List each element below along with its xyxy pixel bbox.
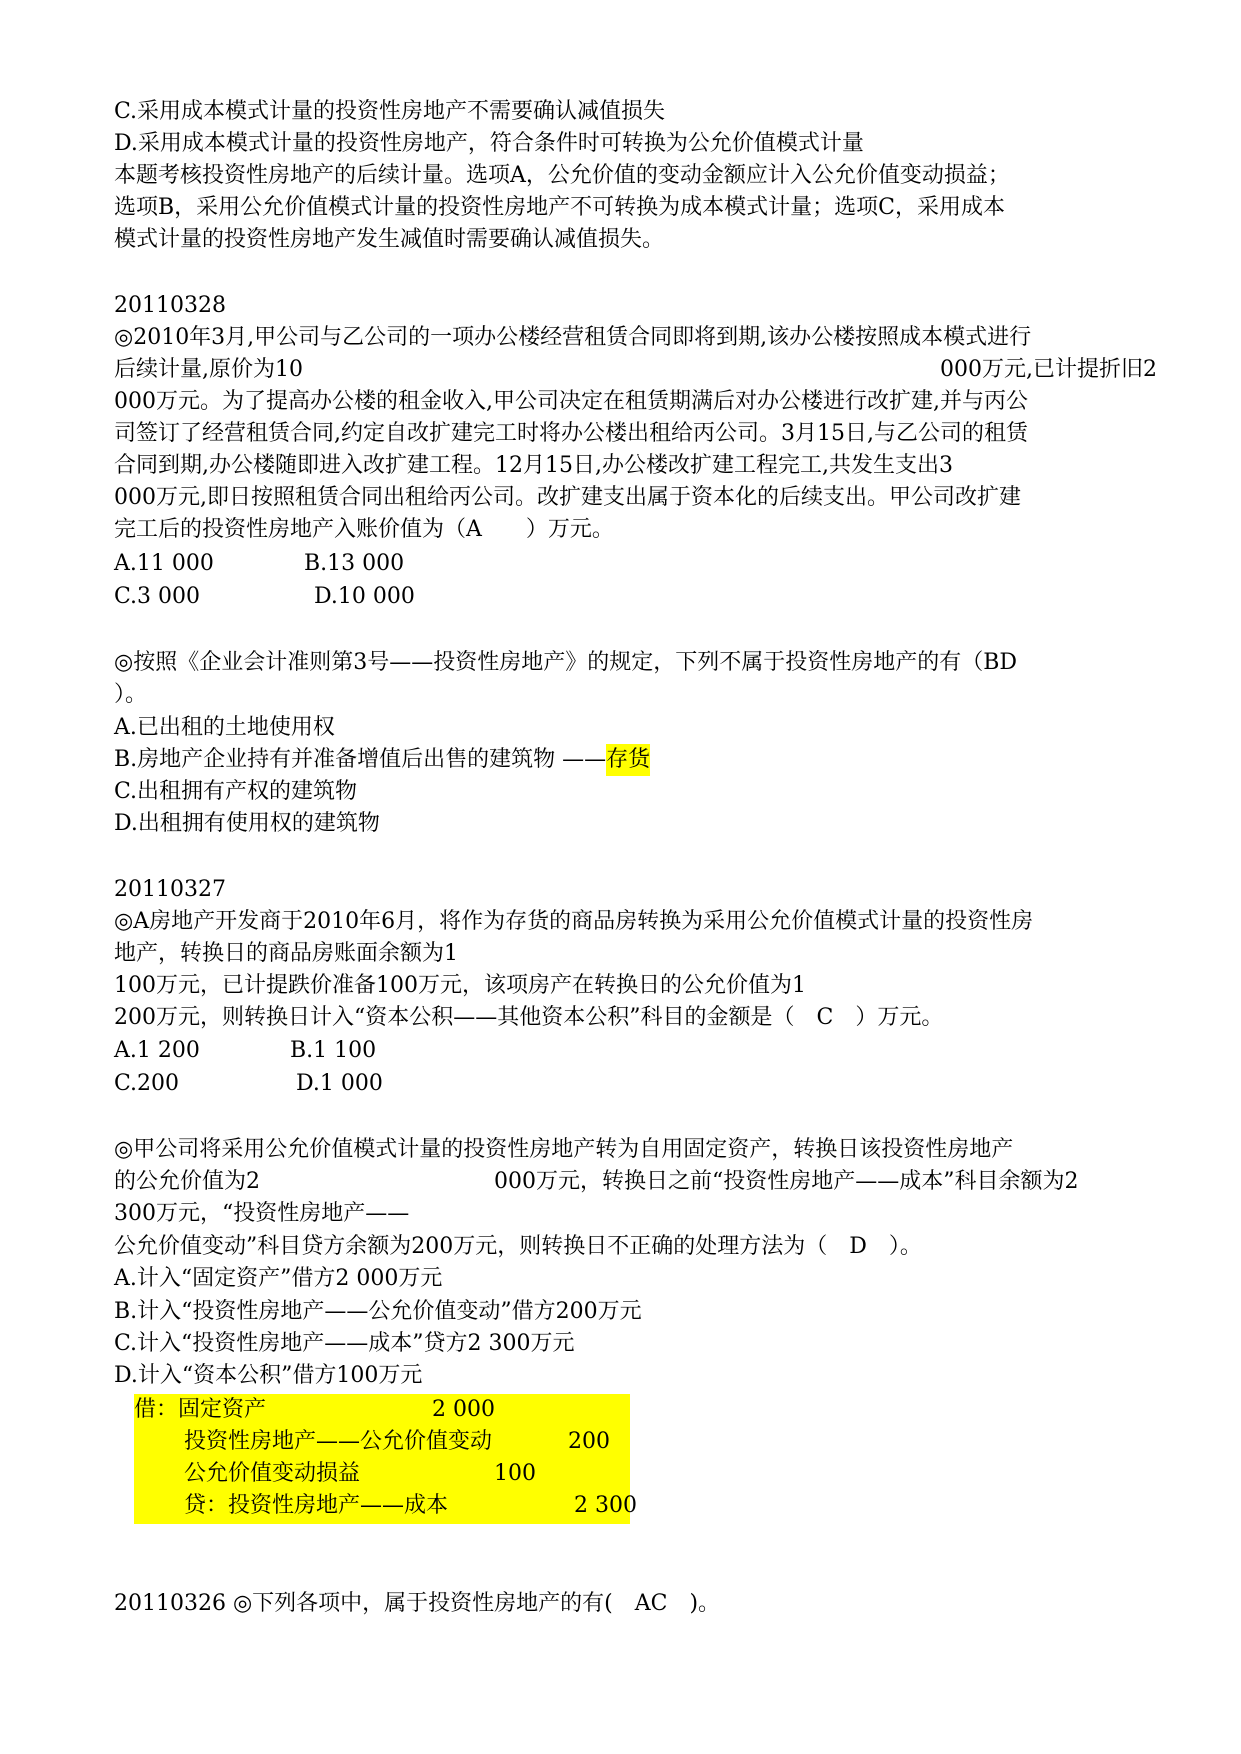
question-line-right: 000万元,已计提折旧2 (940, 357, 1157, 382)
question-line: 000万元。为了提高办公楼的租金收入,甲公司决定在租赁期满后对办公楼进行改扩建,并与丙公 (114, 389, 1028, 414)
journal-entry-label: 投资性房地产——公允价值变动 (184, 1429, 493, 1454)
question-line: 公允价值变动”科目贷方余额为200万元，则转换日不正确的处理方法为（ D ）。 (114, 1234, 922, 1259)
question-line: ◎2010年3月,甲公司与乙公司的一项办公楼经营租赁合同即将到期,该办公楼按照成本模式进行 (114, 325, 1032, 350)
question-line-right: 000万元，转换日之前“投资性房地产——成本”科目余额为2 (494, 1169, 1079, 1194)
answer-option-a: A.11 000 (114, 551, 214, 576)
answer-option-d: D.1 000 (296, 1071, 383, 1096)
question-line: 的公允价值为2 (114, 1169, 260, 1194)
question-line: 完工后的投资性房地产入账价值为（A ）万元。 (114, 517, 614, 542)
answer-option-c: C.3 000 (114, 584, 201, 609)
option-c-line: C.采用成本模式计量的投资性房地产不需要确认减值损失 (114, 99, 666, 124)
journal-entry-label: 贷：投资性房地产——成本 (184, 1493, 449, 1518)
question-line: 地产，转换日的商品房账面余额为1 (114, 941, 458, 966)
journal-entry-amount: 2 000 (432, 1397, 495, 1422)
answer-option-d: D.出租拥有使用权的建筑物 (114, 811, 380, 836)
journal-entry-label: 公允价值变动损益 (184, 1461, 361, 1486)
answer-option-b: B.13 000 (304, 551, 405, 576)
answer-option-c: C.200 (114, 1071, 180, 1096)
explanation-line: 模式计量的投资性房地产发生减值时需要确认减值损失。 (114, 227, 665, 252)
question-line: 000万元,即日按照租赁合同出租给丙公司。改扩建支出属于资本化的后续支出。甲公司改扩建 (114, 485, 1021, 510)
journal-entry-label: 借：固定资产 (134, 1397, 267, 1422)
question-line: 200万元，则转换日计入“资本公积——其他资本公积”科目的金额是（ C ）万元。 (114, 1005, 944, 1030)
option-d-line: D.采用成本模式计量的投资性房地产，符合条件时可转换为公允价值模式计量 (114, 131, 864, 156)
question-line: 20110326 ◎下列各项中，属于投资性房地产的有( AC )。 (114, 1591, 721, 1616)
journal-entry-amount: 200 (568, 1429, 610, 1454)
question-line: 合同到期,办公楼随即进入改扩建工程。12月15日,办公楼改扩建工程完工,共发生支出3 (114, 453, 953, 478)
journal-entry-amount: 2 300 (574, 1493, 637, 1518)
answer-option-a: A.计入“固定资产”借方2 000万元 (114, 1266, 443, 1291)
explanation-line: 选项B，采用公允价值模式计量的投资性房地产不可转换为成本模式计量；选项C，采用成本 (114, 195, 1006, 220)
date-heading: 20110327 (114, 877, 226, 902)
answer-option-c: C.计入“投资性房地产——成本”贷方2 300万元 (114, 1331, 575, 1356)
explanation-line: 本题考核投资性房地产的后续计量。选项A，公允价值的变动金额应计入公允价值变动损益； (114, 163, 1010, 188)
answer-option-b: B.1 100 (290, 1038, 377, 1063)
question-line: ◎A房地产开发商于2010年6月，将作为存货的商品房转换为采用公允价值模式计量的投资性房 (114, 909, 1034, 934)
question-line: 后续计量,原价为10 (114, 357, 303, 382)
date-heading: 20110328 (114, 293, 226, 318)
answer-option-a: A.已出租的土地使用权 (114, 715, 335, 740)
answer-option-c: C.出租拥有产权的建筑物 (114, 779, 358, 804)
question-line: ◎按照《企业会计准则第3号——投资性房地产》的规定，下列不属于投资性房地产的有（BD (114, 650, 1018, 675)
answer-option-d: D.计入“资本公积”借方100万元 (114, 1363, 423, 1388)
question-line: 100万元，已计提跌价准备100万元，该项房产在转换日的公允价值为1 (114, 973, 806, 998)
answer-option-b: B.房地产企业持有并准备增值后出售的建筑物 —— 存货 (114, 744, 650, 776)
highlighted-note: 存货 (606, 744, 650, 776)
question-line: 300万元，“投资性房地产—— (114, 1201, 410, 1226)
answer-option-d: D.10 000 (314, 584, 415, 609)
question-line: ）。 (114, 682, 148, 707)
journal-entry-amount: 100 (494, 1461, 536, 1486)
question-line: 司签订了经营租赁合同,约定自改扩建完工时将办公楼出租给丙公司。3月15日,与乙公司的租赁 (114, 421, 1028, 446)
answer-option-b: B.计入“投资性房地产——公允价值变动”借方200万元 (114, 1299, 642, 1324)
answer-option-a: A.1 200 (114, 1038, 200, 1063)
question-line: ◎甲公司将采用公允价值模式计量的投资性房地产转为自用固定资产，转换日该投资性房地产 (114, 1137, 1014, 1162)
